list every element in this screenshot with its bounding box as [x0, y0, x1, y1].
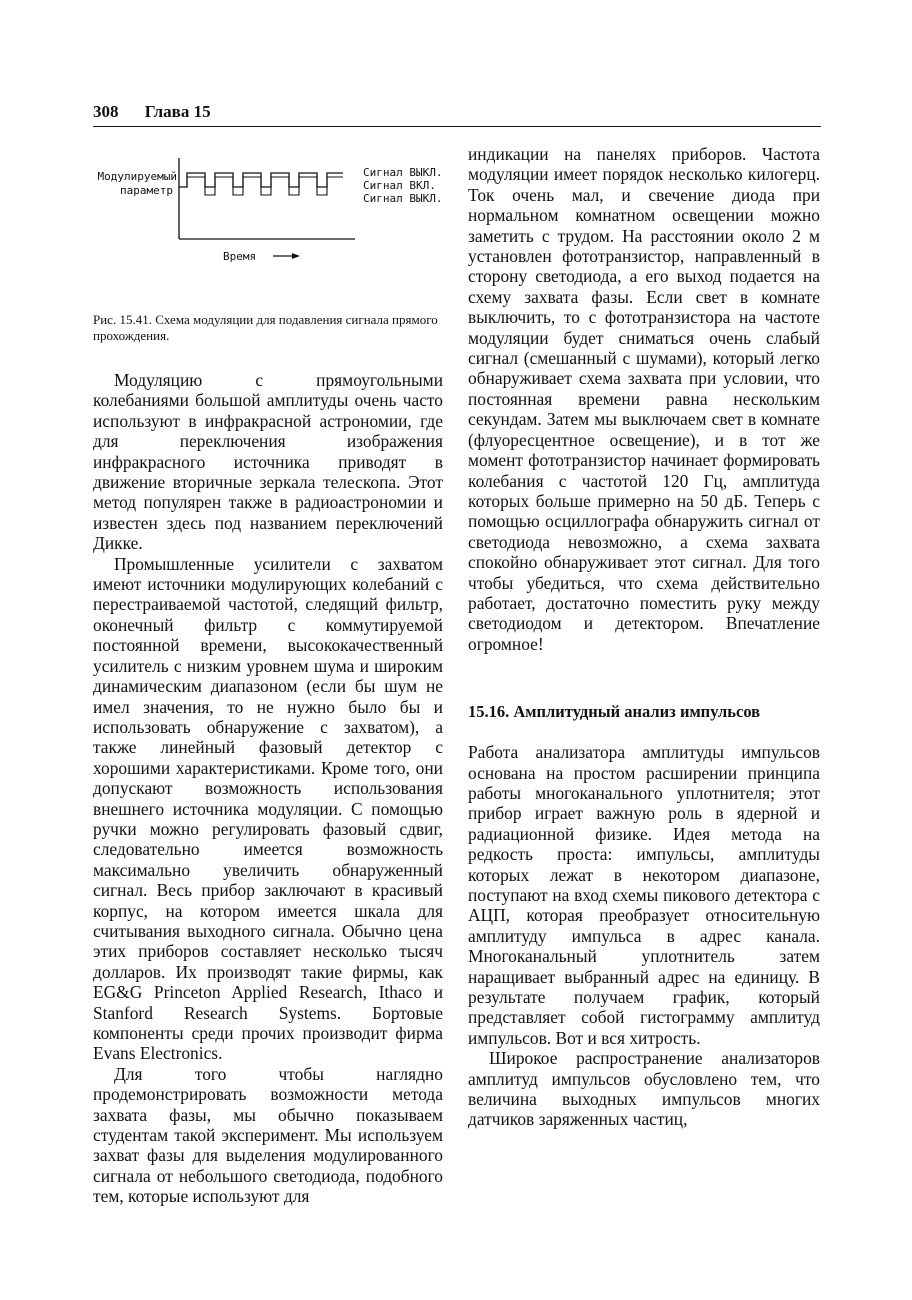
figure-caption: Рис. 15.41. Схема модуляции для подавления сигнала прямого прохождения.	[93, 312, 438, 343]
label-signal-off-top: Сигнал ВЫКЛ.	[363, 166, 443, 179]
figure-15-41	[93, 144, 443, 304]
arrowhead-icon	[292, 253, 300, 259]
paragraph: Промышленные усилители с захватом имеют источники модулирующих колебаний с перестраиваемой частотой, следящий фильтр, оконечный фильтр с коммутируемой постоянной времени, высококачественный усилитель с низким уровнем шума и широким динамическим диапазоном (если бы шум не имел значения, то не нужно было бы и использовать обнаружение с захватом), а также линейный фазовый детектор с хорошими характеристиками. Кроме того, они допускают возможность использования внешнего источника модуляции. С помощью ручки можно регулировать фазовый сдвиг, следовательно имеется возможность максимально увеличить обнаруженный сигнал. Весь прибор заключают в красивый корпус, на котором имеется шкала для считывания выходного сигнала. Обычно цена этих приборов составляет несколько тысяч долларов. Их производят такие фирмы, как EG&G Princeton Applied Research, Ithaco и Stanford Research Systems. Бортовые компоненты среди прочих производит фирма Evans Electronics.	[93, 553, 443, 1064]
label-signal-off-bottom: Сигнал ВЫКЛ.	[363, 192, 443, 205]
label-signal-on: Сигнал ВКЛ.	[363, 179, 436, 192]
modulation-diagram	[93, 144, 443, 304]
y-axis-label-line1: Модулируемый	[97, 170, 177, 183]
page-number: 308	[93, 102, 119, 121]
y-axis-label-line2: параметр	[120, 184, 173, 197]
paragraph: Модуляцию с прямоугольными колебаниями большой амплитуды очень часто используют в инфракрасной астрономии, где для переключения изображения инфракрасного источника приводят в движение вторичные зеркала телескопа. Этот метод популярен также в радиоастрономии и известен здесь под названием переключений Дикке.	[93, 370, 443, 554]
right-column	[468, 144, 820, 1130]
paragraph: Для того чтобы наглядно продемонстрировать возможности метода захвата фазы, мы обычно показываем студентам такой эксперимент. Мы используем захват фазы для выделения модулированного сигнала от небольшого светодиода, подобного тем, которые используют для	[93, 1063, 443, 1207]
section-heading: 15.16. Амплитудный анализ импульсов	[468, 702, 761, 722]
signal-off-waveform	[179, 177, 343, 187]
chapter-title: Глава 15	[144, 102, 211, 121]
signal-on-dips	[205, 187, 327, 195]
paragraph: индикации на панелях приборов. Частота модуляции имеет порядок несколько килогерц. Ток очень мал, и свечение диода при нормальном комнатном освещении можно заметить с трудом. На расстоянии около 2 м установлен фототранзистор, направленный в сторону светодиода, а его выход подается на схему захвата фазы. Если свет в комнате выключить, то с фототранзистора на частоте модуляции будет сниматься очень слабый сигнал (смешанный с шумами), который легко обнаруживает схема захвата при условии, что постоянная времени равна нескольким секундам. Затем мы выключаем свет в комнате (флуоресцентное освещение), и в тот же момент фототранзистор начинает формировать колебания с частотой 120 Гц, амплитуда которых больше примерно на 50 дБ. Теперь с помощью осциллографа обнаружить сигнал от светодиода невозможно, а схема захвата спокойно обнаруживает этот сигнал. Для того чтобы убедиться, что схема действительно работает, достаточно поместить руку между светодиодом и детектором. Впечатление огромное!	[468, 144, 820, 654]
left-column	[93, 144, 443, 1207]
paragraph: Широкое распространение анализаторов амплитуд импульсов обусловлено тем, что величина выходных импульсов многих датчиков заряженных частиц,	[468, 1048, 820, 1130]
running-header	[93, 102, 821, 127]
paragraph: Работа анализатора амплитуды импульсов основана на простом расширении принципа работы многоканального уплотнителя; этот прибор играет важную роль в ядерной и радиационной физике. Идея метода на редкость проста: импульсы, амплитуды которых лежат в некотором диапазоне, поступают на вход схемы пикового детектора с АЦП, которая преобразует относительную амплитуду импульса в адрес канала. Многоканальный уплотнитель затем наращивает выбранный адрес на единицу. В результате получаем график, который представляет собой гистограмму амплитуд импульсов. Вот и вся хитрость.	[468, 742, 820, 1048]
x-axis-label: Время	[223, 250, 257, 263]
